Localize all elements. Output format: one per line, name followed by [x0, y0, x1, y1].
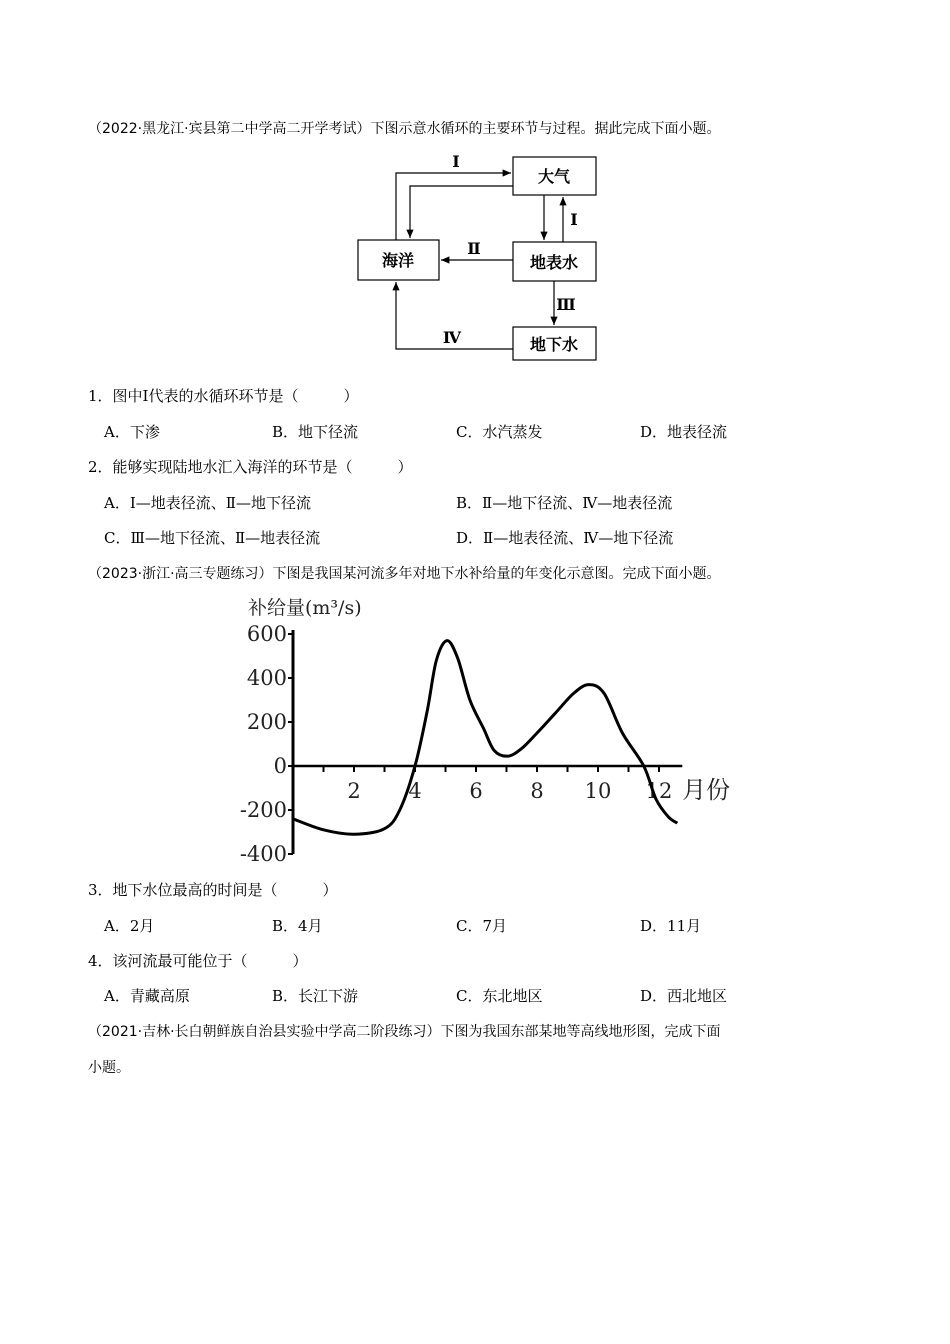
q1-stem: 1．图中Ⅰ代表的水循环环节是（ ） [88, 387, 359, 405]
q3-option-a: A．2月 [104, 917, 155, 935]
y-tick-label: 600 [246, 622, 287, 646]
label-IV: Ⅳ [442, 328, 462, 347]
q5-intro-line2: 小题。 [88, 1060, 130, 1076]
x-tick-label: 4 [408, 779, 422, 803]
q4-option-c: C．东北地区 [456, 987, 543, 1005]
y-tick-label: -400 [239, 842, 287, 866]
q4-option-b: B．长江下游 [272, 987, 359, 1005]
q2-option-d: D．Ⅱ—地表径流、Ⅳ—地下径流 [456, 529, 674, 547]
q2-stem: 2．能够实现陆地水汇入海洋的环节是（ ） [88, 458, 413, 476]
q2-option-b: B．Ⅱ—地下径流、Ⅳ—地表径流 [456, 494, 673, 512]
q3-option-c: C．7月 [456, 917, 508, 935]
water-cycle-diagram [340, 145, 620, 370]
q1-option-c: C．水汽蒸发 [456, 423, 543, 441]
q1-option-a: A．下渗 [104, 423, 160, 441]
y-tick-label: 200 [246, 710, 287, 734]
x-tick-label: 8 [530, 779, 544, 803]
arrow-I-ocean-to-atmosphere [396, 173, 511, 240]
q4-option-d: D．西北地区 [640, 987, 728, 1005]
q2-option-a: A．Ⅰ—地表径流、Ⅱ—地下径流 [104, 494, 311, 512]
label-surface-water: 地表水 [529, 253, 579, 272]
x-axis-label: 月份 [682, 776, 730, 804]
q4-stem: 4．该河流最可能位于（ ） [88, 952, 308, 970]
label-atmosphere: 大气 [537, 167, 571, 186]
x-tick-label: 10 [584, 779, 612, 803]
q4-option-a: A．青藏高原 [104, 987, 190, 1005]
q3-option-b: B．4月 [272, 917, 323, 935]
recharge-chart [230, 590, 730, 870]
q3-intro: （2023·浙江·高三专题练习）下图是我国某河流多年对地下水补给量的年变化示意图。完成下面小题。 [88, 566, 721, 582]
arrow-atmosphere-to-ocean [410, 186, 513, 238]
y-tick-label: -200 [239, 798, 287, 822]
x-tick-label: 12 [645, 779, 673, 803]
y-tick-label: 0 [273, 754, 287, 778]
label-groundwater: 地下水 [529, 335, 579, 354]
y-axis-label: 补给量(m³/s) [248, 597, 362, 619]
q2-option-c: C．Ⅲ—地下径流、Ⅱ—地表径流 [104, 529, 321, 547]
q3-option-d: D．11月 [640, 917, 702, 935]
label-I-top: Ⅰ [452, 152, 460, 171]
q5-intro-line1: （2021·吉林·长白朝鲜族自治县实验中学高二阶段练习）下图为我国东部某地等高线地形图，完成下面 [88, 1024, 721, 1040]
label-III: Ⅲ [556, 295, 576, 314]
label-I-right: Ⅰ [570, 210, 578, 229]
q1-option-b: B．地下径流 [272, 423, 359, 441]
x-tick-label: 2 [347, 779, 361, 803]
label-ocean: 海洋 [381, 251, 415, 270]
y-tick-label: 400 [246, 666, 287, 690]
q3-stem: 3．地下水位最高的时间是（ ） [88, 881, 338, 899]
q1-option-d: D．地表径流 [640, 423, 728, 441]
series-line-recharge [293, 641, 677, 835]
q1-intro: （2022·黑龙江·宾县第二中学高二开学考试）下图示意水循环的主要环节与过程。据此完成下面小题。 [88, 121, 721, 137]
x-tick-label: 6 [469, 779, 483, 803]
label-II: Ⅱ [467, 239, 481, 258]
